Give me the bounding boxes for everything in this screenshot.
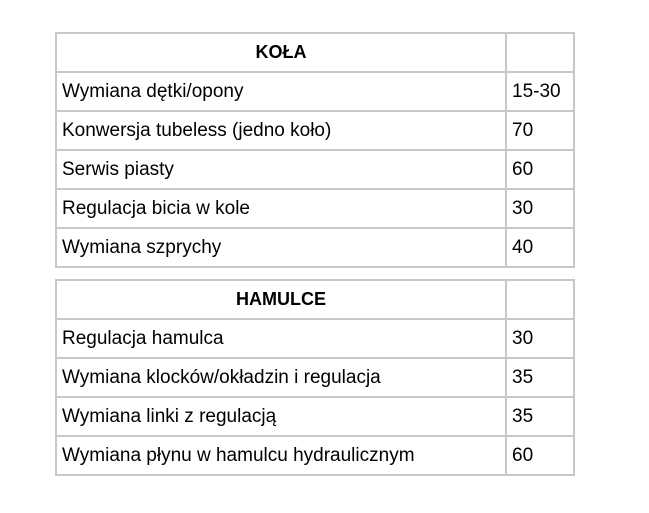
service-name: Regulacja bicia w kole <box>56 189 506 228</box>
service-name: Wymiana linki z regulacją <box>56 397 506 436</box>
service-price: 35 <box>506 397 574 436</box>
table-row <box>56 111 574 150</box>
section-title: HAMULCE <box>56 280 506 319</box>
service-name: Wymiana klocków/okładzin i regulacja <box>56 358 506 397</box>
service-price: 30 <box>506 319 574 358</box>
service-price: 35 <box>506 358 574 397</box>
table-row <box>56 397 574 436</box>
wheels-price-table <box>55 32 575 268</box>
service-price: 15-30 <box>506 72 574 111</box>
header-empty-cell <box>506 280 574 319</box>
table-row <box>56 189 574 228</box>
section-title: KOŁA <box>56 33 506 72</box>
service-name: Wymiana szprychy <box>56 228 506 267</box>
service-name: Regulacja hamulca <box>56 319 506 358</box>
service-name: Konwersja tubeless (jedno koło) <box>56 111 506 150</box>
service-price: 40 <box>506 228 574 267</box>
table-row <box>56 358 574 397</box>
table-row <box>56 150 574 189</box>
brakes-price-table <box>55 279 575 476</box>
header-empty-cell <box>506 33 574 72</box>
table-header-row <box>56 280 574 319</box>
service-name: Serwis piasty <box>56 150 506 189</box>
table-row <box>56 319 574 358</box>
service-name: Wymiana dętki/opony <box>56 72 506 111</box>
service-price: 30 <box>506 189 574 228</box>
table-row <box>56 436 574 475</box>
table-row <box>56 228 574 267</box>
service-price: 60 <box>506 150 574 189</box>
service-name: Wymiana płynu w hamulcu hydraulicznym <box>56 436 506 475</box>
service-price: 70 <box>506 111 574 150</box>
service-price: 60 <box>506 436 574 475</box>
table-header-row <box>56 33 574 72</box>
table-row <box>56 72 574 111</box>
